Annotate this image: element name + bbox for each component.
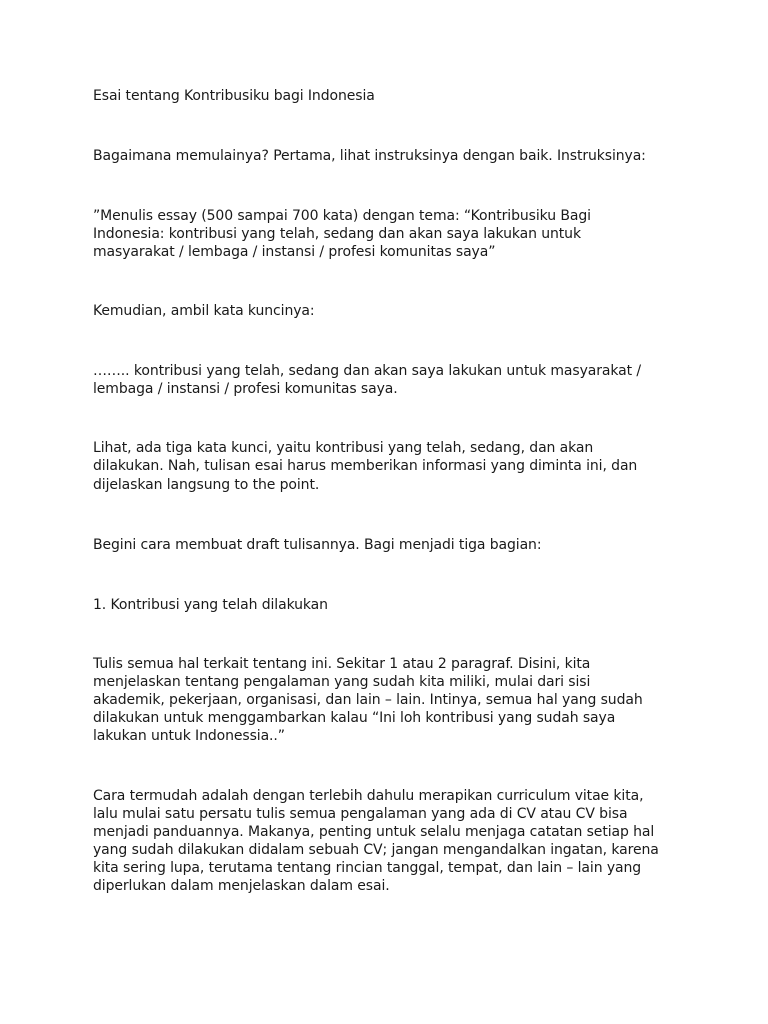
paragraph-line: masyarakat / lembaga / instansi / profesi komunitas saya” xyxy=(93,244,496,260)
document-title: Esai tentang Kontribusiku bagi Indonesia xyxy=(93,88,375,104)
paragraph-line: akademik, pekerjaan, organisasi, dan lain – lain. Intinya, semua hal yang sudah xyxy=(93,692,643,708)
paragraph-line: menjelaskan tentang pengalaman yang sudah kita miliki, mulai dari sisi xyxy=(93,674,591,690)
section-heading: 1. Kontribusi yang telah dilakukan xyxy=(93,597,328,613)
paragraph-line: menjadi panduannya. Makanya, penting untuk selalu menjaga catatan setiap hal xyxy=(93,824,655,840)
paragraph-line: lakukan untuk Indonessia..” xyxy=(93,728,285,744)
paragraph-line: ”Menulis essay (500 sampai 700 kata) dengan tema: “Kontribusiku Bagi xyxy=(93,208,591,224)
paragraph-line: dilakukan untuk menggambarkan kalau “Ini loh kontribusi yang sudah saya xyxy=(93,710,616,726)
paragraph-line: Cara termudah adalah dengan terlebih dahulu merapikan curriculum vitae kita, xyxy=(93,788,644,804)
paragraph-line: dijelaskan langsung to the point. xyxy=(93,477,320,493)
paragraph-line: …….. kontribusi yang telah, sedang dan akan saya lakukan untuk masyarakat / xyxy=(93,363,642,379)
paragraph-line: yang sudah dilakukan didalam sebuah CV; jangan mengandalkan ingatan, karena xyxy=(93,842,659,858)
paragraph-line: Lihat, ada tiga kata kunci, yaitu kontribusi yang telah, sedang, dan akan xyxy=(93,440,594,456)
paragraph-line: Indonesia: kontribusi yang telah, sedang dan akan saya lakukan untuk xyxy=(93,226,581,242)
paragraph-line: Begini cara membuat draft tulisannya. Bagi menjadi tiga bagian: xyxy=(93,537,542,553)
paragraph-line: lalu mulai satu persatu tulis semua pengalaman yang ada di CV atau CV bisa xyxy=(93,806,628,822)
paragraph-line: lembaga / instansi / profesi komunitas saya. xyxy=(93,381,398,397)
paragraph-line: Kemudian, ambil kata kuncinya: xyxy=(93,303,315,319)
paragraph-line: Bagaimana memulainya? Pertama, lihat instruksinya dengan baik. Instruksinya: xyxy=(93,148,646,164)
paragraph-line: kita sering lupa, terutama tentang rincian tanggal, tempat, dan lain – lain yang xyxy=(93,860,642,876)
paragraph-line: Tulis semua hal terkait tentang ini. Sekitar 1 atau 2 paragraf. Disini, kita xyxy=(93,656,591,672)
paragraph-line: diperlukan dalam menjelaskan dalam esai. xyxy=(93,878,390,894)
paragraph-line: dilakukan. Nah, tulisan esai harus memberikan informasi yang diminta ini, dan xyxy=(93,458,638,474)
